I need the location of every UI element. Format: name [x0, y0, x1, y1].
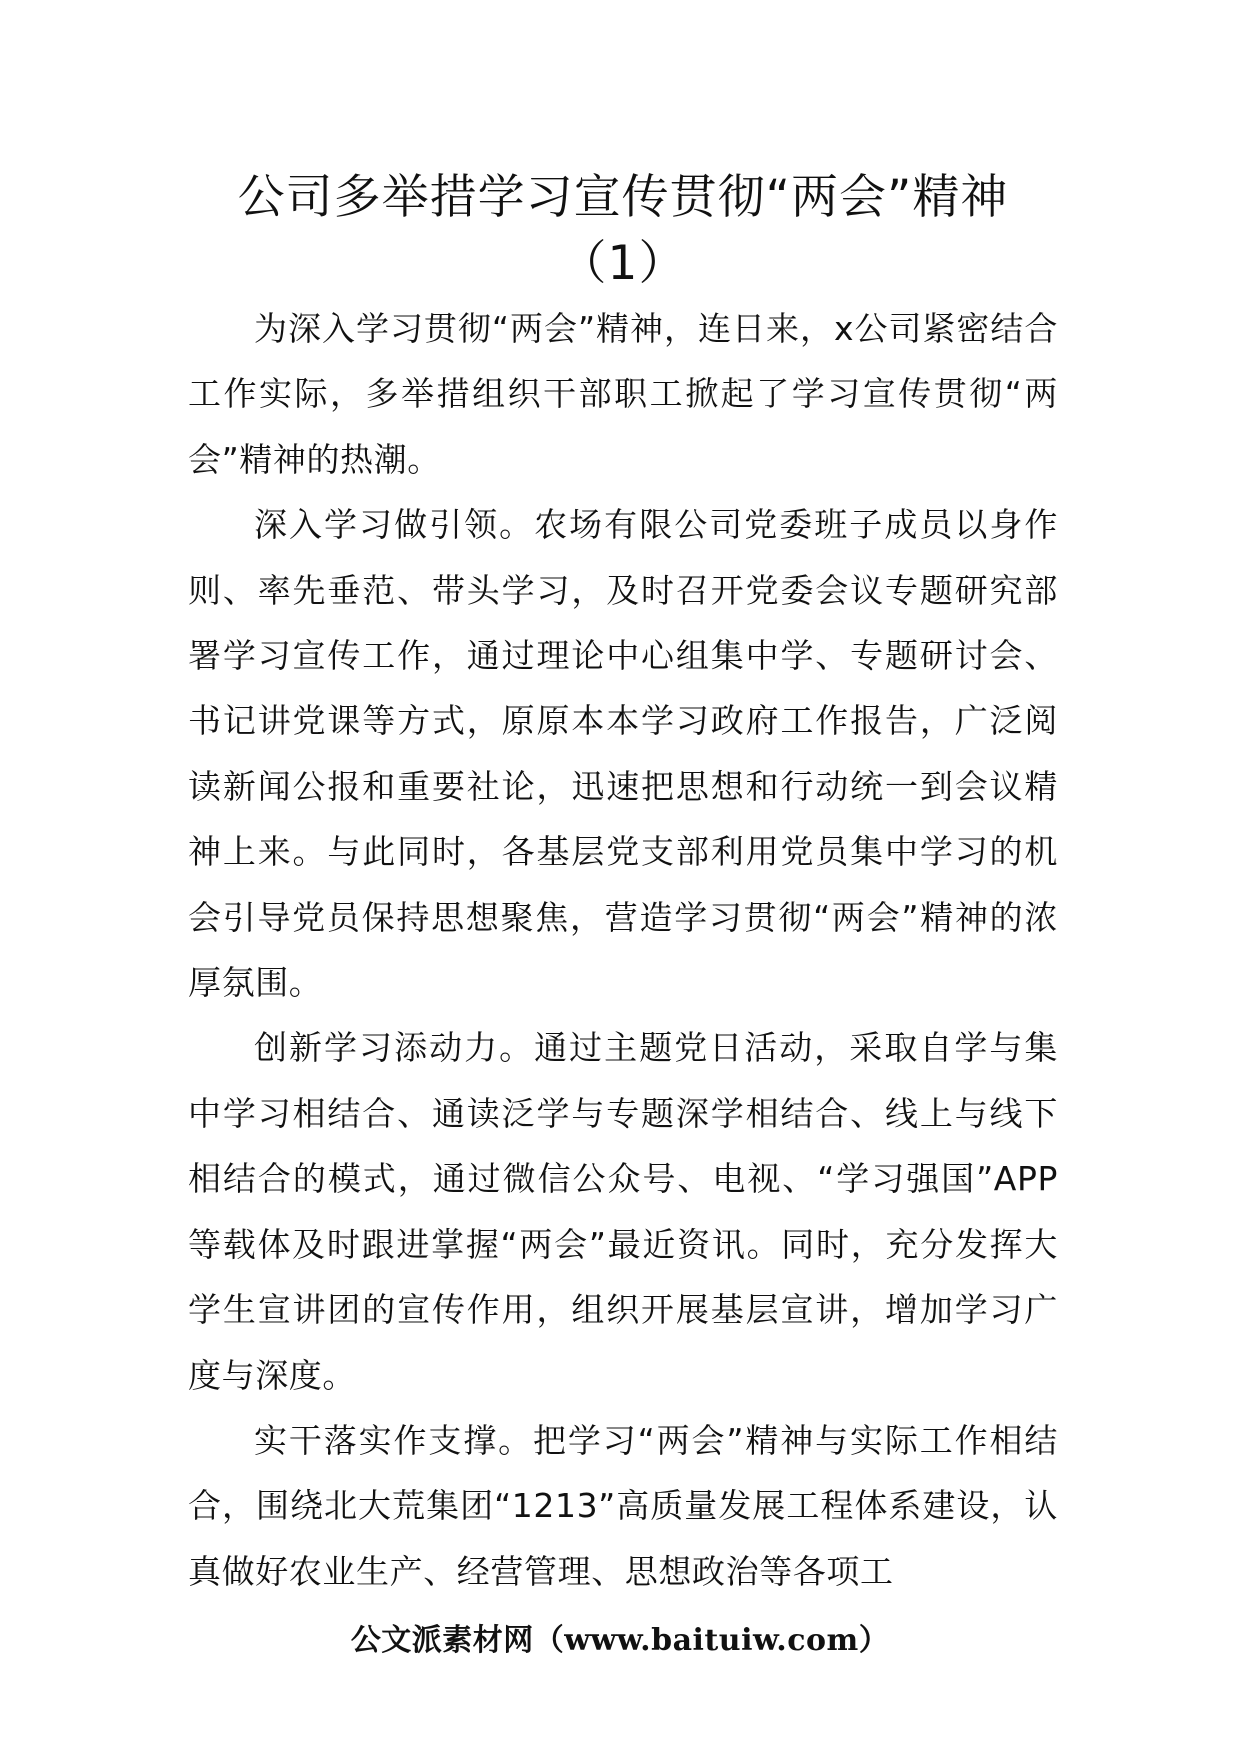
document-page	[188, 0, 1058, 1754]
paragraph-innovation: 创新学习添动力。通过主题党日活动，采取自学与集中学习相结合、通读泛学与专题深学相结合、线上与线下相结合的模式，通过微信公众号、电视、“学习强国”APP等载体及时跟进掌握“两会”最近资讯。同时，充分发挥大学生宣讲团的宣传作用，组织开展基层宣讲，增加学习广度与深度。	[188, 1028, 1058, 1395]
title-line-2: （1）	[559, 236, 687, 291]
footer-watermark: 公文派素材网（www.baituiw.com）	[350, 1623, 890, 1658]
paragraph-study: 深入学习做引领。农场有限公司党委班子成员以身作则、率先垂范、带头学习，及时召开党委会议专题研究部署学习宣传工作，通过理论中心组集中学、专题研讨会、书记讲党课等方式，原原本本学习政府工作报告，广泛阅读新闻公报和重要社论，迅速把思想和行动统一到会议精神上来。与此同时，各基层党支部利用党员集中学习的机会引导党员保持思想聚焦，营造学习贯彻“两会”精神的浓厚氛围。	[188, 505, 1058, 1003]
title-line-1: 公司多举措学习宣传贯彻“两会”精神	[237, 170, 1009, 225]
paragraph-implementation: 实干落实作支撑。把学习“两会”精神与实际工作相结合，围绕北大荒集团“1213”高质量发展工程体系建设，认真做好农业生产、经营管理、思想政治等各项工	[188, 1420, 1058, 1591]
document-body	[188, 296, 1058, 1604]
document-title	[188, 165, 1058, 297]
paragraph-intro: 为深入学习贯彻“两会”精神，连日来，x公司紧密结合工作实际，多举措组织干部职工掀起了学习宣传贯彻“两会”精神的热潮。	[188, 309, 1058, 479]
